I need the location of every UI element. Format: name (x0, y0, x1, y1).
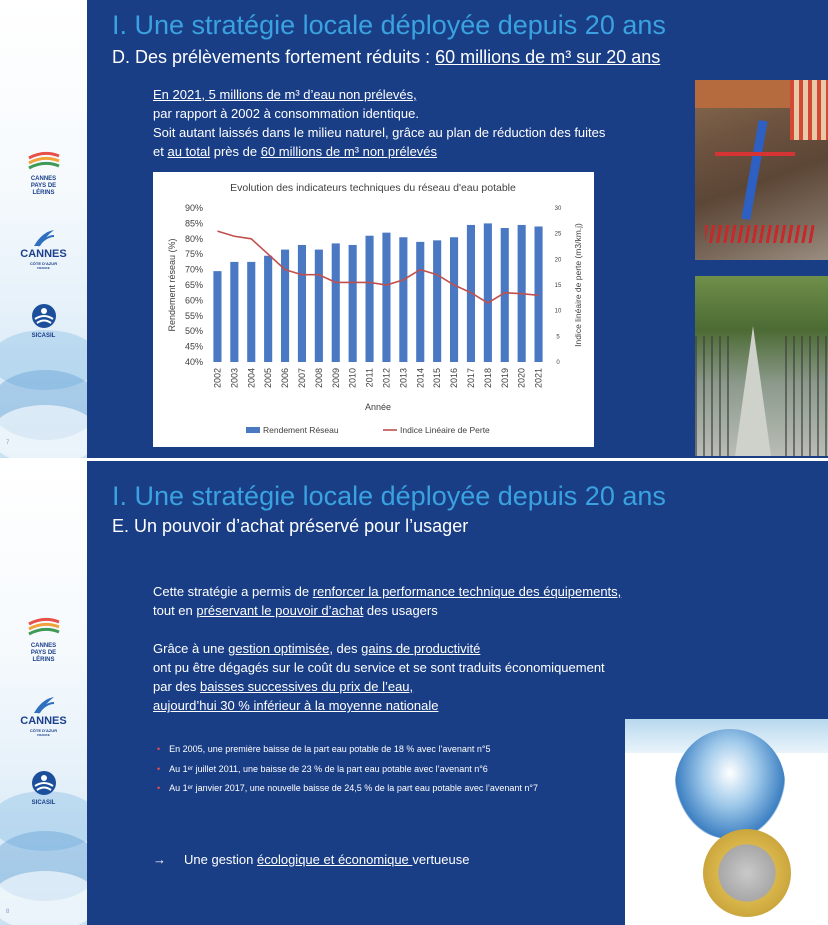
y2-tick-label: 5 (556, 334, 560, 341)
chart-title: Evolution des indicateurs techniques du réseau d'eau potable (230, 182, 516, 194)
logo-line: PAYS DE (30, 650, 57, 656)
legend-line-label: Indice Linéaire de Perte (400, 425, 490, 435)
bullet-icon: • (157, 764, 161, 774)
y-tick-label: 80% (184, 233, 203, 244)
y-tick-label: 70% (184, 264, 203, 275)
x-tick-label: 2017 (465, 368, 476, 389)
rendement-bar (399, 237, 407, 362)
x-tick-label: 2018 (482, 368, 493, 389)
paragraph-line: En 2021, 5 millions de m³ d’eau non prélevés, (153, 87, 417, 102)
rendement-bar (264, 256, 272, 362)
paragraph-line: aujourd’hui 30 % inférieur à la moyenne nationale (153, 698, 439, 713)
rendement-bar (416, 242, 424, 362)
text-run: préservant le pouvoir d’achat (196, 603, 364, 618)
logo-cannes-lerins-text (0, 176, 87, 197)
text-run: écologique et économique (257, 852, 413, 867)
logo-cannes-sub2: FRANCE (37, 266, 50, 270)
photo-detail (735, 326, 771, 456)
y2-tick-label: 30 (554, 206, 562, 212)
photo-detail (675, 729, 785, 839)
x-tick-label: 2002 (212, 368, 223, 389)
text-run: près de (210, 144, 261, 159)
logo-cannes-title: CANNES (20, 715, 67, 727)
sicasil-logo-icon (31, 303, 57, 329)
page-number: 7 (6, 440, 10, 446)
rendement-bar (298, 245, 306, 362)
text-run: vertueuse (412, 852, 470, 867)
sicasil-logo-icon (31, 770, 57, 796)
x-tick-label: 2012 (381, 368, 392, 389)
price-drop-bullet (157, 764, 488, 774)
x-tick-label: 2004 (246, 368, 257, 389)
paragraph-line: Soit autant laissés dans le milieu naturel, grâce au plan de réduction des fuites (153, 125, 606, 140)
text-run: tout en (153, 603, 197, 618)
chart-svg (153, 172, 594, 447)
x-tick-label: 2015 (432, 368, 443, 389)
y-tick-label: 85% (184, 218, 203, 229)
text-run: , des (329, 641, 362, 656)
text-run: des usagers (363, 603, 438, 618)
slide-title: I. Une stratégie locale déployée depuis 20 ans (112, 10, 666, 40)
bullet-text: En 2005, une première baisse de la part eau potable de 18 % avec l’avenant n°5 (169, 744, 491, 754)
x-axis-label: Année (364, 402, 392, 412)
y2-tick-label: 10 (554, 308, 562, 315)
rendement-bar (450, 237, 458, 362)
slide-subtitle: E. Un pouvoir d’achat préservé pour l’usager (112, 516, 469, 536)
photo-detail (695, 336, 731, 456)
cannes-palm-logo-icon (32, 228, 56, 248)
x-tick-label: 2014 (415, 368, 426, 389)
logo-line: PAYS DE (30, 183, 57, 189)
photo-detail (715, 152, 795, 156)
text-run: et (153, 144, 168, 159)
x-tick-label: 2021 (533, 368, 544, 389)
paragraph-performance (153, 582, 621, 620)
pipe-works-photo (695, 80, 828, 260)
paragraph-productivity (153, 639, 605, 715)
logo-cannes-sub: CÔTE D'AZUR (29, 261, 58, 266)
logo-line: CANNES (30, 643, 57, 649)
logo-cannes-sub2: FRANCE (37, 733, 50, 737)
text-run: gains de productivité (361, 641, 481, 656)
subtitle-highlight: 60 millions de m³ sur 20 ans (435, 47, 661, 67)
y-tick-label: 55% (184, 310, 203, 321)
y-tick-label: 65% (184, 280, 203, 290)
page-number: 8 (6, 909, 10, 915)
cannes-pays-de-lerins-logo-icon (27, 616, 61, 640)
decorative-wave (0, 871, 87, 925)
bullet-text: Au 1ᵉʳ juillet 2011, une baisse de 23 % de la part eau potable avec l’avenant n°6 (169, 764, 488, 774)
text-run: Une gestion (184, 852, 257, 867)
x-tick-label: 2005 (263, 368, 274, 389)
cannes-pays-de-lerins-logo-icon (27, 150, 61, 174)
logo-cannes-sub: CÔTE D'AZUR (29, 728, 58, 733)
x-tick-label: 2009 (330, 368, 341, 389)
rendement-bar (247, 262, 255, 362)
slide-1 (0, 0, 828, 458)
legend-bar-label: Rendement Réseau (263, 425, 339, 435)
text-run: 60 millions de m³ non prélevés (260, 144, 438, 159)
y-tick-label: 90% (184, 203, 203, 213)
euro-coin-water-photo (625, 719, 828, 925)
text-run: gestion optimisée (228, 641, 330, 656)
photo-detail (785, 336, 828, 456)
x-tick-label: 2006 (280, 368, 291, 389)
rendement-bar (365, 236, 373, 362)
logo-line: LÉRINS (32, 190, 55, 196)
paragraph-line (153, 677, 605, 696)
x-tick-label: 2013 (398, 368, 409, 389)
text-run: Grâce à une (153, 641, 229, 656)
x-tick-label: 2007 (296, 368, 307, 389)
slide-2 (0, 461, 828, 925)
paragraph-line (153, 639, 605, 658)
slide-sidebar (0, 0, 87, 458)
photo-detail (741, 120, 767, 220)
intro-paragraph (153, 85, 605, 161)
y-axis-label: Rendement réseau (%) (167, 238, 177, 332)
logo-cannes-title: CANNES (20, 248, 67, 260)
x-tick-label: 2008 (313, 368, 324, 389)
rendement-bar (484, 223, 492, 362)
canal-path-photo (695, 276, 828, 456)
logo-sicasil-text: SICASIL (31, 333, 56, 339)
bullet-icon: • (157, 783, 161, 793)
cannes-palm-logo-icon (32, 695, 56, 715)
y-tick-label: 45% (184, 341, 203, 352)
photo-detail (705, 225, 815, 243)
euro-coin-icon (703, 829, 791, 917)
rendement-bar (349, 245, 357, 362)
text-run: au total (167, 144, 211, 159)
price-drop-bullet (157, 783, 538, 793)
rendement-bar (230, 262, 238, 362)
y2-tick-label: 25 (554, 231, 562, 238)
network-indicators-chart (153, 172, 594, 447)
text-run: par des (153, 679, 200, 694)
subtitle-prefix: D. Des prélèvements fortement réduits : (112, 47, 436, 67)
rendement-bar (433, 240, 441, 362)
paragraph-line (153, 601, 621, 620)
y2-tick-label: 20 (554, 257, 562, 264)
slide-title: I. Une stratégie locale déployée depuis 20 ans (112, 481, 666, 511)
y2-tick-label: 0 (556, 360, 560, 366)
rendement-bar (382, 233, 390, 362)
y-tick-label: 50% (184, 326, 203, 337)
rendement-bar (315, 250, 323, 362)
x-tick-label: 2020 (516, 368, 527, 389)
legend-bar-swatch (246, 427, 260, 433)
slide-sidebar (0, 461, 87, 925)
x-tick-label: 2016 (449, 368, 460, 389)
x-tick-label: 2019 (499, 368, 510, 389)
photo-detail (790, 80, 828, 140)
logo-cannes-lerins-text (0, 643, 87, 664)
text-run: baisses successives du prix de l’eau, (199, 679, 414, 694)
paragraph-line: par rapport à 2002 à consommation identique. (153, 106, 419, 121)
y-tick-label: 60% (184, 295, 203, 306)
slide-subtitle (112, 47, 660, 68)
y2-tick-label: 15 (554, 283, 562, 289)
text-run: renforcer la performance technique des équipements, (312, 584, 622, 599)
x-tick-label: 2010 (347, 368, 358, 389)
logo-sicasil-text: SICASIL (31, 800, 56, 806)
logo-line: LÉRINS (32, 657, 55, 663)
x-tick-label: 2011 (364, 368, 375, 388)
y2-axis-label: Indice linéaire de perte (m3/km.j) (573, 223, 583, 347)
rendement-bar (213, 271, 221, 362)
paragraph-line: ont pu être dégagés sur le coût du service et se sont traduits économiquement (153, 660, 605, 675)
text-run: Cette stratégie a permis de (153, 584, 313, 599)
bullet-icon: • (157, 744, 161, 754)
logo-line: CANNES (30, 176, 57, 182)
paragraph-line (153, 142, 605, 161)
arrow-right-icon: → (153, 852, 166, 867)
bullet-text: Au 1ᵉʳ janvier 2017, une nouvelle baisse de 24,5 % de la part eau potable avec l’avenant n°7 (169, 783, 539, 793)
y-tick-label: 75% (184, 249, 203, 260)
x-tick-label: 2003 (229, 368, 240, 389)
paragraph-line (153, 582, 621, 601)
decorative-wave (0, 405, 87, 458)
y-tick-label: 40% (184, 357, 203, 367)
rendement-bar (332, 243, 340, 362)
price-drop-bullet (157, 744, 490, 754)
conclusion-line (153, 850, 469, 869)
